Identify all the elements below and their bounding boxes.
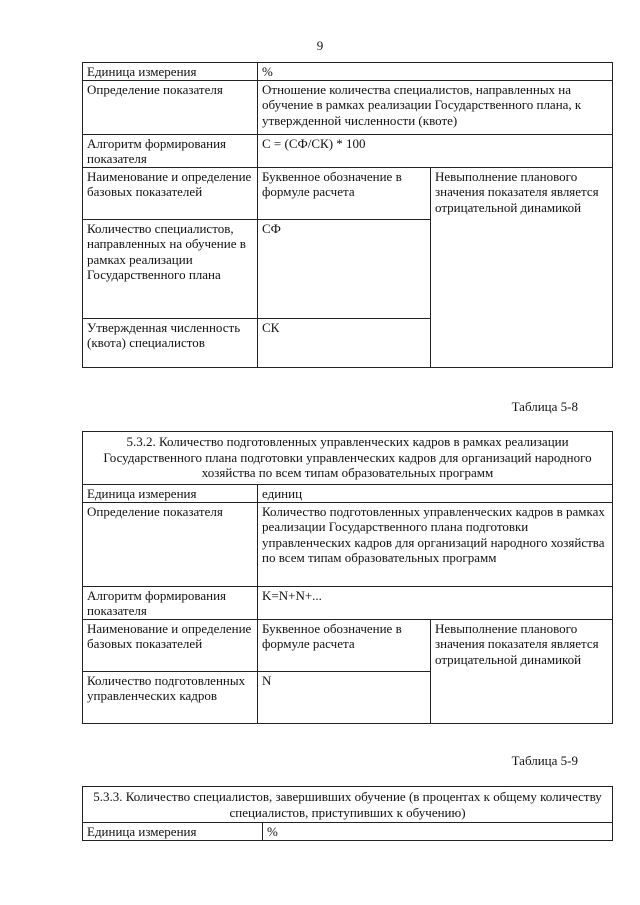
table-row [83, 502, 613, 586]
unit-label: Единица измерения [83, 485, 258, 503]
algorithm-value: C = (СФ/СК) * 100 [258, 134, 613, 167]
unit-value: % [263, 823, 613, 841]
base-indicator-name: Количество специалистов, направленных на обучение в рамках реализации Государственного плана [83, 219, 258, 318]
base-indicator-symbol: СФ [258, 219, 431, 318]
base-indicator-name: Количество подготовленных управленческих кадров [83, 671, 258, 723]
table-row [83, 619, 613, 671]
indicator-title: 5.3.3. Количество специалистов, завершивших обучение (в процентах к общему количеству специалистов, приступивших к обучению) [83, 787, 613, 823]
table-row [83, 823, 613, 841]
column-header-name: Наименование и определение базовых показателей [83, 619, 258, 671]
indicator-table-3 [82, 786, 613, 841]
algorithm-value: K=N+N+... [258, 586, 613, 619]
indicator-table-2 [82, 431, 613, 724]
definition-label: Определение показателя [83, 502, 258, 586]
table-caption: Таблица 5-9 [511, 753, 578, 768]
base-indicator-symbol: N [258, 671, 431, 723]
table-row [83, 134, 613, 167]
table-caption: Таблица 5-8 [511, 399, 578, 414]
unit-label: Единица измерения [83, 823, 263, 841]
definition-label: Определение показателя [83, 80, 258, 134]
column-header-symbol: Буквенное обозначение в формуле расчета [258, 167, 431, 219]
table-row [83, 485, 613, 503]
indicator-title: 5.3.2. Количество подготовленных управленческих кадров в рамках реализации Государственного плана подготовки управленческих кадров для организаций народного хозяйства по всем типам образовательных программ [83, 432, 613, 485]
algorithm-label: Алгоритм формирования показателя [83, 134, 258, 167]
table-row [83, 787, 613, 823]
table-row [83, 432, 613, 485]
page-number: 9 [316, 38, 324, 53]
note-cell: Невыполнение планового значения показателя является отрицательной динамикой [431, 167, 613, 367]
indicator-table-1 [82, 62, 613, 368]
unit-label: Единица измерения [83, 63, 258, 81]
note-cell: Невыполнение планового значения показателя является отрицательной динамикой [431, 619, 613, 723]
table-row [83, 167, 613, 219]
unit-value: единиц [258, 485, 613, 503]
definition-value: Отношение количества специалистов, направленных на обучение в рамках реализации Государственного плана, к утвержденной численности (квоте) [258, 80, 613, 134]
column-header-name: Наименование и определение базовых показателей [83, 167, 258, 219]
table-row [83, 63, 613, 81]
base-indicator-symbol: СК [258, 318, 431, 367]
unit-value: % [258, 63, 613, 81]
column-header-symbol: Буквенное обозначение в формуле расчета [258, 619, 431, 671]
definition-value: Количество подготовленных управленческих кадров в рамках реализации Государственного плана подготовки управленческих кадров для организаций народного хозяйства по всем типам образовательных программ [258, 502, 613, 586]
algorithm-label: Алгоритм формирования показателя [83, 586, 258, 619]
base-indicator-name: Утвержденная численность (квота) специалистов [83, 318, 258, 367]
table-row [83, 80, 613, 134]
table-row [83, 586, 613, 619]
